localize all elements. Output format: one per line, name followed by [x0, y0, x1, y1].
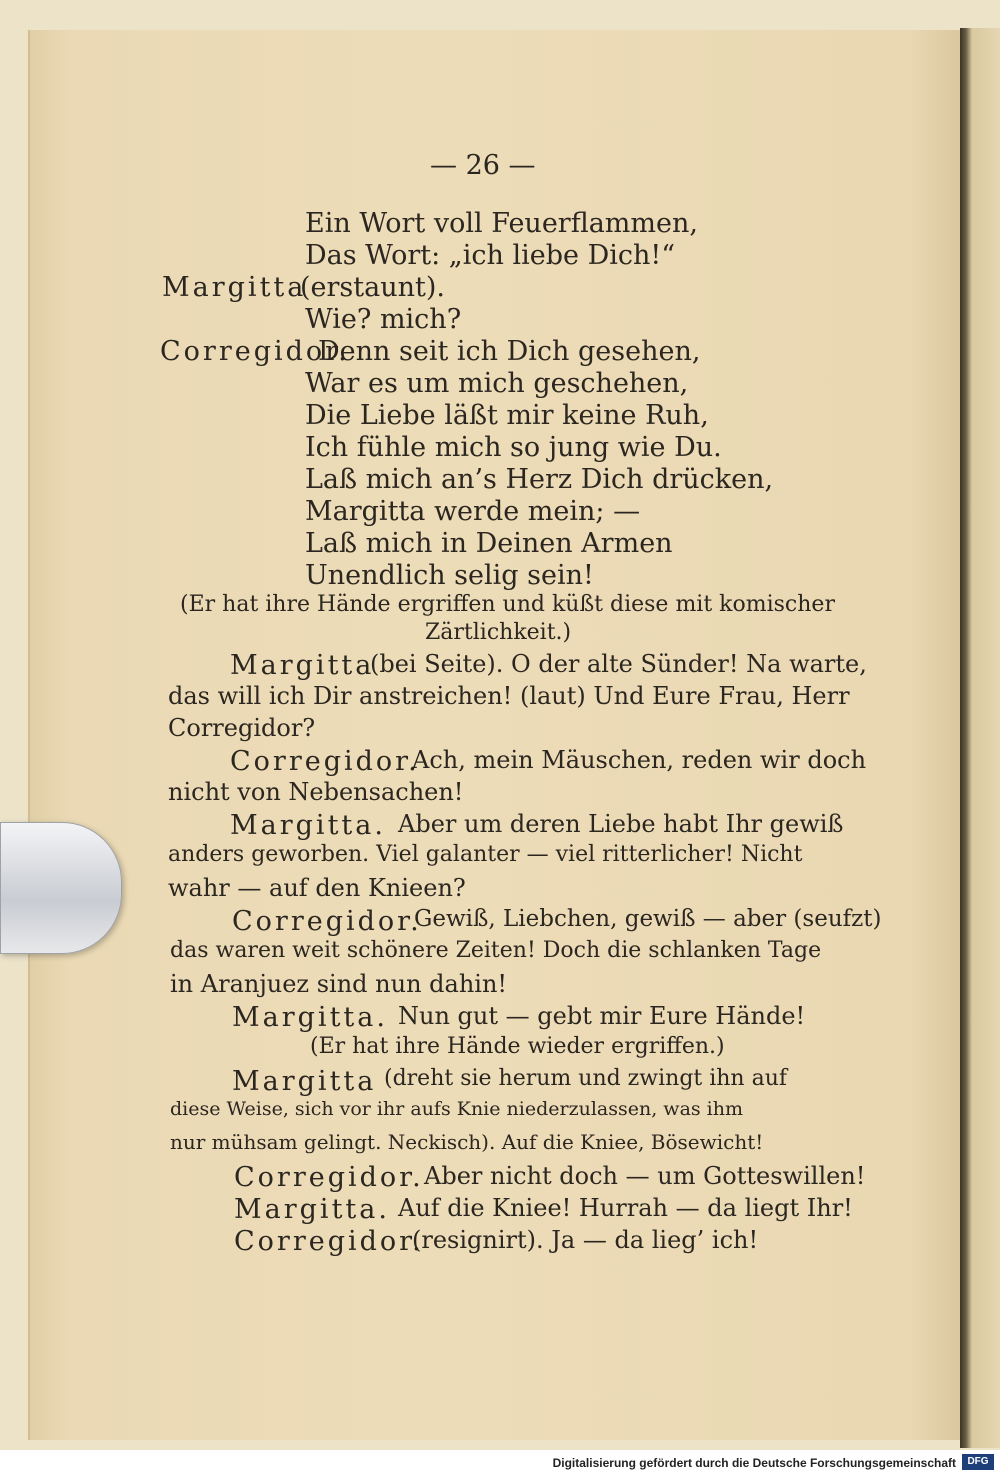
- prose-line: anders geworben. Viel galanter — viel ritterlicher! Nicht: [168, 842, 803, 867]
- speaker-name: Corregidor.: [232, 906, 422, 937]
- stage-direction: diese Weise, sich vor ihr aufs Knie niederzulassen, was ihm: [170, 1098, 744, 1120]
- prose-line: Auf die Kniee! Hurrah — da liegt Ihr!: [398, 1194, 853, 1222]
- stage-direction: (Er hat ihre Hände wieder ergriffen.): [310, 1034, 725, 1059]
- verse-line: Margitta werde mein; —: [305, 496, 641, 527]
- prose-line: wahr — auf den Knieen?: [168, 874, 466, 902]
- prose-line: nicht von Nebensachen!: [168, 778, 464, 806]
- stage-direction: (dreht sie herum und zwingt ihn auf: [384, 1066, 788, 1091]
- verse-line: Laß mich an’s Herz Dich drücken,: [305, 464, 774, 495]
- speaker-name: Corregidor.: [234, 1226, 424, 1257]
- prose-line: nur mühsam gelingt. Neckisch). Auf die Kniee, Bösewicht!: [170, 1130, 764, 1154]
- prose-line: Nun gut — gebt mir Eure Hände!: [398, 1002, 806, 1030]
- footer-bar: [0, 1450, 1000, 1476]
- verse-line: Denn seit ich Dich gesehen,: [318, 336, 701, 367]
- speaker-name: Margitta: [162, 272, 307, 303]
- prose-line: das waren weit schönere Zeiten! Doch die schlanken Tage: [170, 938, 822, 963]
- verse-line: Ich fühle mich so jung wie Du.: [305, 432, 722, 463]
- prose-line: (bei Seite). O der alte Sünder! Na warte,: [370, 650, 867, 678]
- verse-line: Die Liebe läßt mir keine Ruh,: [305, 400, 709, 431]
- verse-line: Wie? mich?: [305, 304, 462, 335]
- stage-direction: (Er hat ihre Hände ergriffen und küßt diese mit komischer: [180, 592, 835, 617]
- prose-line: Aber um deren Liebe habt Ihr gewiß: [398, 810, 844, 838]
- verse-line: Das Wort: „ich liebe Dich!“: [305, 240, 676, 271]
- prose-line: Aber nicht doch — um Gotteswillen!: [424, 1162, 866, 1190]
- speaker-name: Corregidor.: [230, 746, 420, 777]
- prose-line: Gewiß, Liebchen, gewiß — aber (seufzt): [414, 906, 882, 932]
- speaker-name: Margitta: [232, 1066, 377, 1097]
- speaker-name: Corregidor.: [234, 1162, 424, 1193]
- verse-line: Unendlich selig sein!: [305, 560, 594, 591]
- verse-line: Laß mich in Deinen Armen: [305, 528, 673, 559]
- speaker-name: Margitta.: [232, 1002, 388, 1033]
- stage-direction: Zärtlichkeit.): [425, 620, 572, 645]
- prose-line: in Aranjuez sind nun dahin!: [170, 970, 508, 998]
- prose-line: Corregidor?: [168, 714, 316, 742]
- funding-note: Digitalisierung gefördert durch die Deutsche Forschungsgemeinschaft: [552, 1456, 956, 1470]
- stage-direction: (erstaunt).: [300, 272, 445, 303]
- verse-line: Ein Wort voll Feuerflammen,: [305, 208, 698, 239]
- stage-direction: (resignirt). Ja — da lieg’ ich!: [412, 1226, 759, 1254]
- speaker-name: Margitta.: [230, 810, 386, 841]
- page-number: — 26 —: [430, 150, 536, 181]
- dfg-logo: DFG: [962, 1454, 994, 1470]
- verse-line: War es um mich geschehen,: [305, 368, 689, 399]
- speaker-name: Corregidor.: [160, 336, 350, 367]
- speaker-name: Margitta: [230, 650, 375, 681]
- speaker-name: Margitta.: [234, 1194, 390, 1225]
- prose-line: das will ich Dir anstreichen! (laut) Und Eure Frau, Herr: [168, 682, 850, 710]
- prose-line: Ach, mein Mäuschen, reden wir doch: [412, 746, 867, 774]
